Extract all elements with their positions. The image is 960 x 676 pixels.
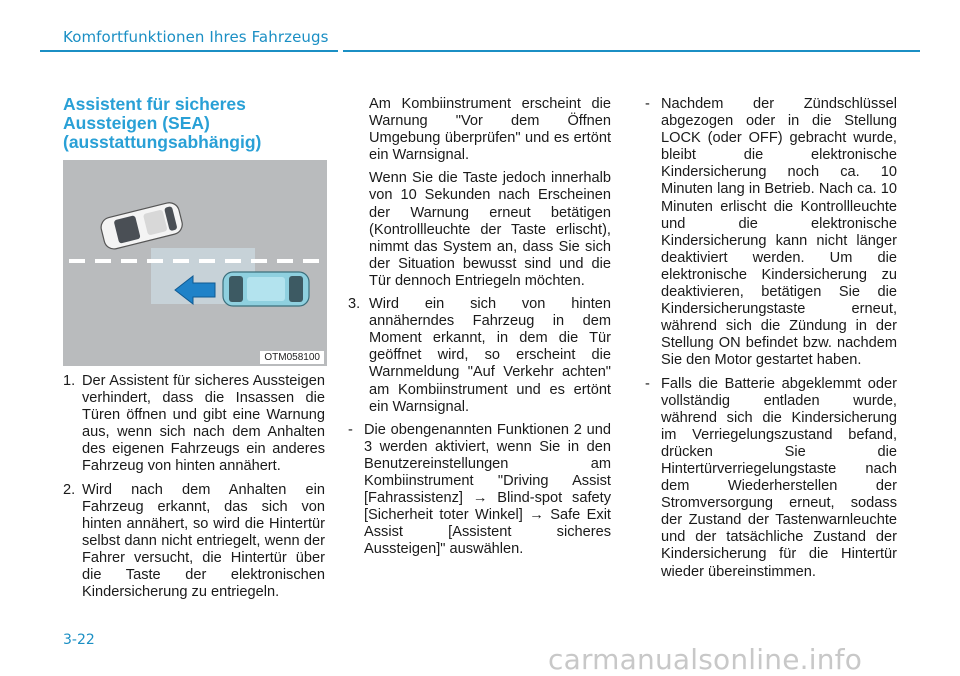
sea-diagram bbox=[63, 160, 327, 366]
figure-code: OTM058100 bbox=[260, 351, 324, 364]
column-middle bbox=[348, 96, 611, 564]
item-text: Wird nach dem Anhalten ein Fahrzeug erkannt, das sich von hinten annähert, so wird die Hintertür selbst dann nicht entriegelt, wenn der Fahrer versucht, die Hintertür über die Taste der elektronischen Kindersicherung zu entriegeln. bbox=[82, 481, 325, 601]
column-right bbox=[645, 96, 897, 587]
dash-bullet: - bbox=[645, 375, 650, 392]
item-number: 3. bbox=[348, 296, 361, 313]
note-text: Nachdem der Zündschlüssel abgezogen oder in die Stellung LOCK (oder OFF) gebracht wurde, bleibt die elektronische Kindersicherung noch ca. 10 Minuten lang in Betrieb. Nach ca. 10 Minuten erlischt die Kontrollleuchte und die elektronische Kindersicherung kann nicht länger deaktiviert werden. Um die elektronische Kindersicherung zu deaktivieren, betätigen Sie die Kindersicherungstaste erneut, während sich die Zündung in der Stellung ON befindet bzw. nachdem Sie den Motor gestartet haben. bbox=[661, 96, 897, 369]
note-text: Falls die Batterie abgeklemmt oder vollständig entladen wurde, während sich die Kindersicherung im Verriegelungszustand befand, drücken Sie die Hintertürverriegelungstaste nach dem Wiederherstellen der Stromversorgung erneut, sodass der Zustand der Tastenwarnleuchte und der tatsächliche Zustand der Kindersicherung für die Hintertür wieder übereinstimmen. bbox=[661, 375, 897, 580]
item-text: Wird ein sich von hinten annäherndes Fahrzeug in dem Moment erkannt, in dem die Tür geöffnet wird, so erscheint die Warnmeldung "Auf Verkehr achten" am Kombiinstrument und es ertönt ein Warnsignal. bbox=[369, 296, 611, 415]
dash-bullet: - bbox=[645, 96, 650, 112]
sea-illustration bbox=[63, 160, 327, 366]
paragraph: Am Kombiinstrument erscheint die Warnung "Vor dem Öffnen Umgebung überprüfen" und es ertönt ein Warnsignal. bbox=[369, 96, 611, 164]
list-item bbox=[348, 296, 611, 416]
section-title: Assistent für sicheres Aussteigen (SEA) (ausstattungsabhängig) bbox=[63, 94, 262, 152]
note-text: Die obengenannten Funktionen 2 und 3 werden aktiviert, wenn Sie in den Benutzereinstellungen am Kombiinstrument "Driving Assist [Fahrassistenz] → Blind-spot safety [Sicherheit toter Winkel] → Safe Exit Assist [Assistent sicheres Aussteigen]" auswählen. bbox=[364, 421, 611, 558]
note-item bbox=[348, 422, 611, 559]
list-item bbox=[63, 373, 325, 476]
list-item bbox=[63, 482, 325, 602]
note-item bbox=[645, 376, 897, 581]
chapter-title: Komfortfunktionen Ihres Fahrzeugs bbox=[63, 28, 329, 46]
header-rule bbox=[40, 50, 338, 52]
own-vehicle bbox=[223, 272, 309, 306]
page-number: 3-22 bbox=[63, 632, 95, 648]
paragraph: Wenn Sie die Taste jedoch innerhalb von 10 Sekunden nach Erscheinen der Warnung erneut betätigen (Kontrollleuchte der Taste erlischt), nimmt das System an, dass Sie sich der Situation bewusst sind und die Tür dennoch Entriegeln möchten. bbox=[369, 170, 611, 289]
note-item bbox=[645, 96, 897, 370]
watermark: carmanualsonline.info bbox=[548, 643, 863, 676]
dash-bullet: - bbox=[348, 421, 353, 438]
item-text: Der Assistent für sicheres Aussteigen verhindert, dass die Insassen die Türen öffnen und gibt eine Warnung aus, wenn sich nach dem Anhalten des eigenen Fahrzeugs ein anderes Fahrzeug von hinten annähert. bbox=[82, 373, 325, 475]
header-rule bbox=[343, 50, 920, 52]
column-left bbox=[63, 373, 325, 607]
item-number: 1. bbox=[63, 373, 76, 389]
item-number: 2. bbox=[63, 481, 76, 498]
